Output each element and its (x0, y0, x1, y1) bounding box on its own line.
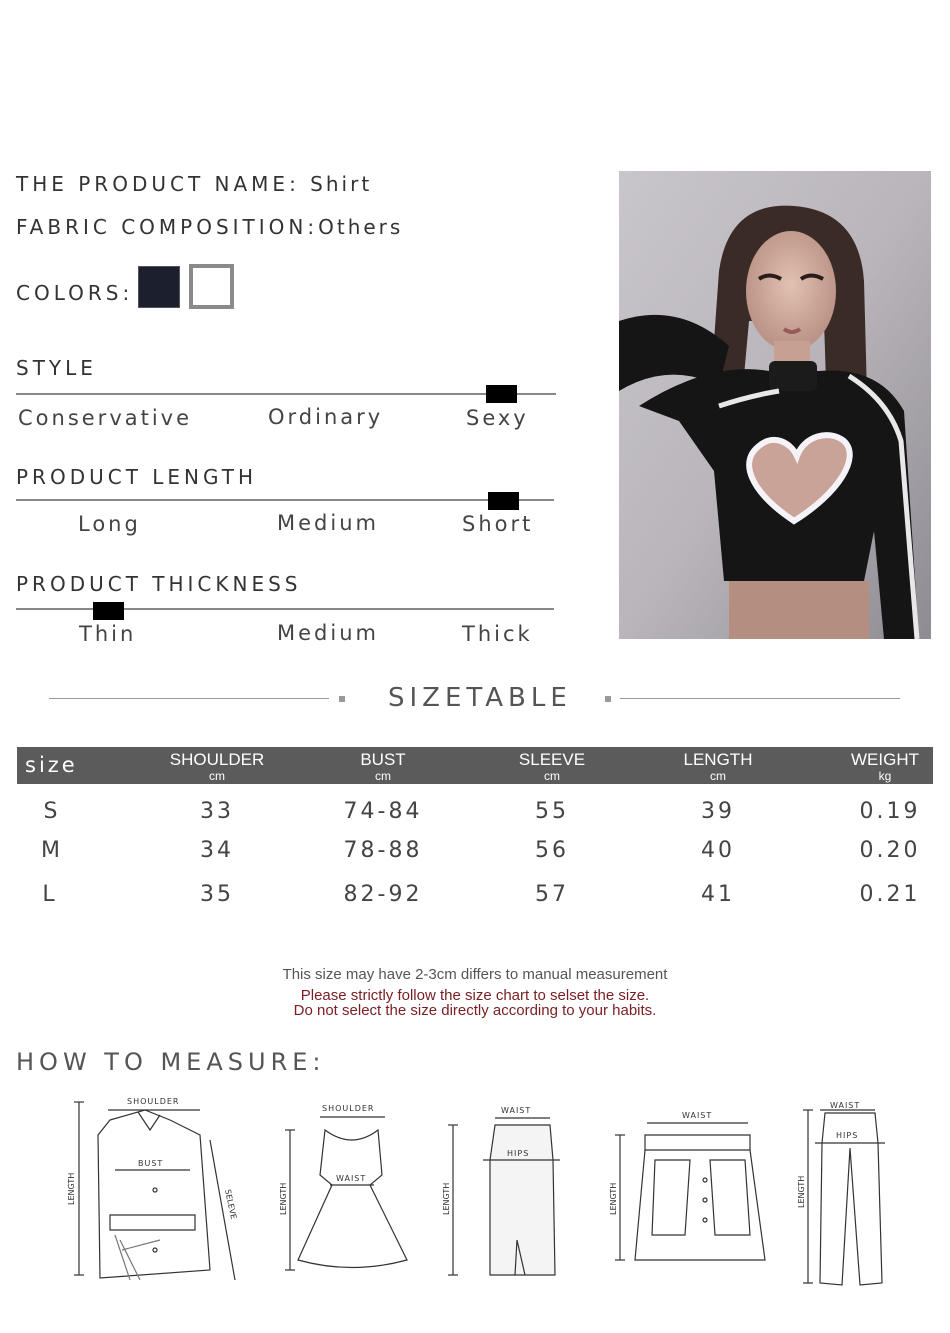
note-follow-chart: Please strictly follow the size chart to selset the size. (300, 987, 650, 1004)
cell-length: 39 (701, 799, 735, 824)
cell-shoulder: 34 (200, 838, 234, 863)
fabric-row (16, 215, 403, 239)
thickness-option-medium: Medium (277, 621, 379, 645)
length-title: PRODUCT LENGTH (16, 465, 258, 489)
style-option-sexy: Sexy (466, 406, 529, 430)
pants-waist-label: WAIST (830, 1101, 861, 1110)
color-swatch-white[interactable] (189, 264, 234, 309)
shorts-measure-diagram (600, 1105, 790, 1285)
col-header-sleeve: SLEEVE cm (518, 750, 586, 783)
cell-length: 41 (701, 882, 735, 907)
pants-hips-label: HIPS (836, 1131, 859, 1140)
product-name-row (16, 172, 372, 196)
col-header-length: LENGTH cm (683, 750, 753, 783)
col-header-shoulder: SHOULDER cm (169, 750, 265, 783)
cell-weight: 0.21 (859, 882, 921, 907)
jacket-shoulder-label: SHOULDER (127, 1097, 180, 1106)
cell-shoulder: 33 (200, 799, 234, 824)
cell-sleeve: 56 (535, 838, 569, 863)
colors-label: COLORS: (16, 281, 134, 305)
skirt-length-label: LENGTH (442, 1182, 451, 1215)
pants-length-label: LENGTH (797, 1175, 806, 1208)
cell-weight: 0.20 (859, 838, 921, 863)
col-header-bust: BUST cm (360, 750, 406, 783)
cell-shoulder: 35 (200, 882, 234, 907)
note-measurement: This size may have 2-3cm differs to manual measurement (282, 966, 668, 983)
shorts-waist-label: WAIST (682, 1111, 713, 1120)
style-scale-marker (486, 385, 517, 403)
thickness-title: PRODUCT THICKNESS (16, 572, 302, 596)
cell-bust: 82-92 (343, 882, 423, 907)
shorts-length-label: LENGTH (609, 1182, 618, 1215)
dress-shoulder-label: SHOULDER (322, 1104, 375, 1113)
style-title: STYLE (16, 356, 97, 380)
skirt-waist-label: WAIST (501, 1106, 532, 1115)
product-name-label: THE PRODUCT NAME: (16, 172, 300, 196)
sizetable-rule-left (49, 698, 329, 699)
row-size: S (43, 799, 61, 824)
style-option-conservative: Conservative (18, 406, 193, 430)
fabric-label: FABRIC COMPOSITION: (16, 215, 319, 239)
col-header-weight: WEIGHT kg (851, 750, 919, 783)
row-size: M (41, 838, 63, 863)
skirt-hips-label: HIPS (507, 1149, 530, 1158)
sizetable-rule-right (620, 698, 900, 699)
sizetable-header (17, 747, 933, 784)
model-photo (619, 171, 931, 639)
thickness-scale-marker (93, 602, 124, 620)
skirt-measure-diagram (435, 1100, 575, 1285)
note-habits: Do not select the size directly according to your habits. (293, 1002, 657, 1019)
sizetable-title: SIZETABLE (388, 683, 572, 713)
dress-length-label: LENGTH (279, 1182, 288, 1215)
length-option-short: Short (462, 512, 534, 536)
style-scale-line (16, 393, 556, 395)
cell-sleeve: 57 (535, 882, 569, 907)
row-size: L (42, 882, 58, 907)
sizetable-dot-left (339, 696, 345, 702)
product-name-value: Shirt (310, 172, 373, 196)
cell-bust: 74-84 (343, 799, 423, 824)
dress-waist-label: WAIST (336, 1174, 367, 1183)
length-option-medium: Medium (277, 511, 379, 535)
jacket-length-label: LENGTH (67, 1172, 76, 1205)
length-scale-marker (488, 492, 519, 510)
length-scale-line (16, 499, 554, 501)
dress-measure-diagram (270, 1095, 420, 1285)
thickness-option-thin: Thin (79, 622, 137, 646)
jacket-sleeve-label: SELEVE (223, 1188, 239, 1220)
thickness-option-thick: Thick (462, 622, 533, 646)
cell-weight: 0.19 (859, 799, 921, 824)
jacket-measure-diagram (60, 1090, 250, 1290)
length-option-long: Long (78, 512, 141, 536)
size-header: size (25, 753, 78, 777)
cell-length: 40 (701, 838, 735, 863)
sizetable-dot-right (605, 696, 611, 702)
jacket-bust-label: BUST (138, 1159, 164, 1168)
color-swatch-navy[interactable] (138, 266, 180, 308)
style-option-ordinary: Ordinary (268, 405, 384, 429)
pants-measure-diagram (790, 1098, 910, 1293)
fabric-value: Others (318, 215, 404, 239)
how-to-measure-title: HOW TO MEASURE: (16, 1048, 326, 1076)
cell-bust: 78-88 (343, 838, 423, 863)
cell-sleeve: 55 (535, 799, 569, 824)
